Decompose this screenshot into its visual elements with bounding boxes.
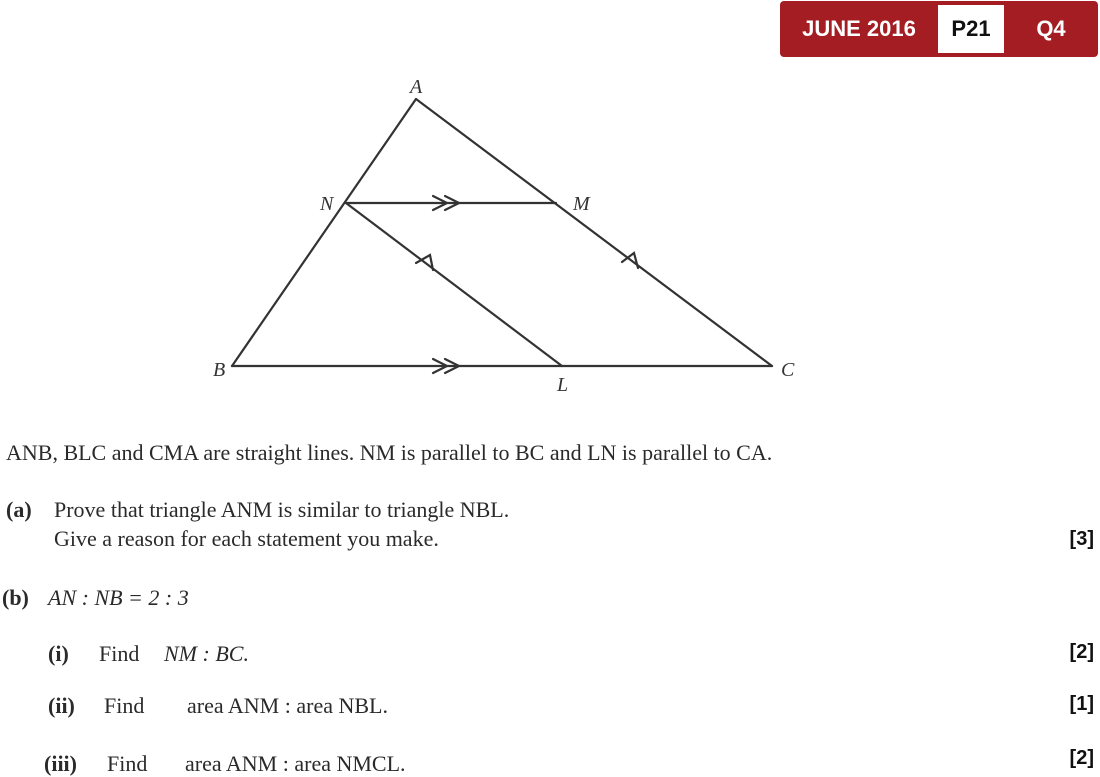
part-b-i-label: (i) — [48, 641, 69, 666]
part-b-i-marks: [2] — [1069, 641, 1094, 663]
part-b-ii-marks: [1] — [1069, 693, 1094, 715]
part-b-ratio: AN : NB = 2 : 3 — [48, 585, 189, 610]
part-b-i-text: NM : BC. — [164, 641, 249, 666]
point-label-l: L — [557, 374, 569, 396]
segment-nl — [346, 203, 562, 366]
part-b-label: (b) — [2, 585, 29, 610]
part-b-i-find: Find — [99, 641, 140, 666]
part-b-iii-text: area ANM : area NMCL. — [185, 751, 406, 776]
point-label-b: B — [213, 359, 226, 381]
point-label-a: A — [410, 76, 423, 98]
part-b-iii-marks: [2] — [1069, 747, 1094, 769]
point-label-n: N — [320, 193, 334, 215]
point-label-c: C — [781, 359, 795, 381]
part-b-ii-find: Find — [104, 693, 145, 718]
part-b-iii-label: (iii) — [44, 751, 77, 776]
triangle-diagram — [0, 60, 1100, 400]
side-ab — [232, 99, 416, 366]
question-intro — [6, 440, 772, 466]
part-a-label: (a) — [6, 497, 32, 522]
part-b-ii-label: (ii) — [48, 693, 75, 718]
question-intro-text: ANB, BLC and CMA are straight lines. NM is parallel to BC and LN is parallel to CA. — [6, 440, 773, 465]
side-ca — [416, 99, 772, 366]
part-a-marks: [3] — [1069, 528, 1094, 550]
question-number: Q4 — [1036, 16, 1066, 41]
part-a-line1: Prove that triangle ANM is similar to triangle NBL. — [54, 497, 510, 522]
part-a-line2: Give a reason for each statement you make. — [54, 526, 439, 551]
part-b-iii-find: Find — [107, 751, 148, 776]
part-b-ii-text: area ANM : area NBL. — [187, 693, 388, 718]
paper-code: P21 — [938, 5, 1004, 53]
point-label-m: M — [573, 193, 590, 215]
exam-date: JUNE 2016 — [802, 16, 916, 41]
header-badge — [780, 1, 1098, 57]
